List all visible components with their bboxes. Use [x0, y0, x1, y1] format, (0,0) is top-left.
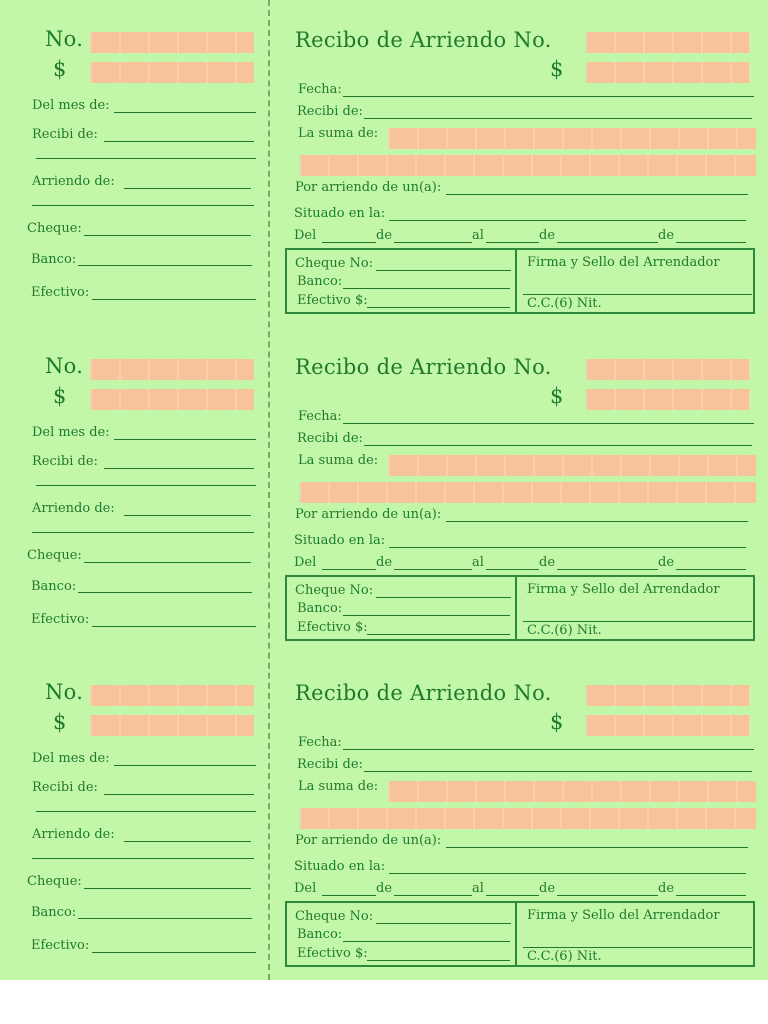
suma-field[interactable] [388, 128, 756, 149]
cheque-no-line[interactable] [376, 597, 511, 598]
year-line[interactable] [676, 895, 746, 896]
stub-dollar-label: $ [53, 57, 67, 81]
recibi-line[interactable] [364, 445, 752, 446]
de-label-2: de [539, 881, 556, 896]
year-line[interactable] [676, 242, 746, 243]
firma-line[interactable] [523, 947, 752, 948]
stub-del-mes-line[interactable] [114, 439, 256, 440]
stub-recibi-label: Recibi de: [32, 127, 98, 142]
al-day-line[interactable] [486, 242, 539, 243]
al-month-line[interactable] [557, 569, 658, 570]
receipt-no-field[interactable] [585, 32, 749, 53]
efectivo-label: Efectivo $: [297, 293, 368, 308]
situado-label: Situado en la: [294, 533, 386, 548]
recibi-label: Recibi de: [297, 757, 363, 772]
efectivo-label: Efectivo $: [297, 946, 368, 961]
stub-efectivo-line[interactable] [92, 626, 256, 627]
stub-no-label: No. [45, 680, 84, 704]
stub-efectivo-line[interactable] [92, 952, 256, 953]
situado-line[interactable] [389, 873, 746, 874]
cheque-no-line[interactable] [376, 923, 511, 924]
receipt [0, 0, 768, 326]
firma-label: Firma y Sello del Arrendador [527, 255, 720, 270]
del-month-line[interactable] [394, 569, 472, 570]
payment-box-divider [515, 248, 517, 314]
stub-arriendo-line[interactable] [124, 841, 251, 842]
stub-arriendo-line-2[interactable] [32, 205, 254, 206]
de-label-3: de [658, 228, 675, 243]
del-month-line[interactable] [394, 895, 472, 896]
suma-label: La suma de: [298, 779, 379, 794]
al-day-line[interactable] [486, 569, 539, 570]
year-line[interactable] [676, 569, 746, 570]
de-label-3: de [658, 881, 675, 896]
recibi-line[interactable] [364, 771, 752, 772]
receipt-title: Recibo de Arriendo No. [295, 355, 552, 379]
fecha-label: Fecha: [298, 82, 342, 97]
al-label: al [472, 228, 484, 243]
stub-recibi-line-2[interactable] [36, 485, 256, 486]
stub-amount-field[interactable] [90, 715, 254, 736]
al-label: al [472, 555, 484, 570]
efectivo-line[interactable] [367, 634, 510, 635]
al-day-line[interactable] [486, 895, 539, 896]
efectivo-line[interactable] [367, 307, 510, 308]
stub-efectivo-label: Efectivo: [31, 612, 90, 627]
del-label: Del [294, 228, 317, 243]
stub-banco-line[interactable] [78, 592, 252, 593]
por-arriendo-label: Por arriendo de un(a): [295, 180, 442, 195]
stub-dollar-label: $ [53, 384, 67, 408]
cheque-no-line[interactable] [376, 270, 511, 271]
suma-field[interactable] [388, 781, 756, 802]
stub-cheque-label: Cheque: [27, 221, 82, 236]
de-label-1: de [376, 555, 393, 570]
stub-arriendo-label: Arriendo de: [32, 174, 115, 189]
banco-label: Banco: [297, 601, 343, 616]
de-label-2: de [539, 555, 556, 570]
firma-line[interactable] [523, 294, 752, 295]
suma-label: La suma de: [298, 126, 379, 141]
banco-line[interactable] [343, 288, 510, 289]
recibi-line[interactable] [364, 118, 752, 119]
stub-banco-label: Banco: [31, 579, 77, 594]
de-label-2: de [539, 228, 556, 243]
stub-cheque-line[interactable] [84, 888, 251, 889]
stub-no-field[interactable] [90, 685, 254, 706]
receipt-amount-field[interactable] [585, 715, 749, 736]
situado-line[interactable] [389, 547, 746, 548]
receipt-dollar-label: $ [550, 710, 564, 734]
efectivo-line[interactable] [367, 960, 510, 961]
receipt-no-field[interactable] [585, 685, 749, 706]
stub-arriendo-label: Arriendo de: [32, 827, 115, 842]
de-label-3: de [658, 555, 675, 570]
stub-arriendo-line-2[interactable] [32, 858, 254, 859]
efectivo-label: Efectivo $: [297, 620, 368, 635]
suma-label: La suma de: [298, 453, 379, 468]
recibi-label: Recibi de: [297, 431, 363, 446]
stub-banco-label: Banco: [31, 252, 77, 267]
situado-label: Situado en la: [294, 859, 386, 874]
suma-letters-field[interactable] [299, 482, 756, 503]
receipt-amount-field[interactable] [585, 62, 749, 83]
fecha-label: Fecha: [298, 735, 342, 750]
firma-label: Firma y Sello del Arrendador [527, 582, 720, 597]
de-label-1: de [376, 228, 393, 243]
stub-recibi-label: Recibi de: [32, 780, 98, 795]
al-month-line[interactable] [557, 895, 658, 896]
stub-no-field[interactable] [90, 359, 254, 380]
cc-label: C.C.(6) Nit. [527, 296, 602, 311]
stub-del-mes-label: Del mes de: [32, 98, 110, 113]
cheque-no-label: Cheque No: [295, 583, 374, 598]
por-arriendo-line[interactable] [446, 194, 748, 195]
stub-arriendo-label: Arriendo de: [32, 501, 115, 516]
banco-label: Banco: [297, 927, 343, 942]
situado-label: Situado en la: [294, 206, 386, 221]
stub-dollar-label: $ [53, 710, 67, 734]
situado-line[interactable] [389, 220, 746, 221]
stub-cheque-label: Cheque: [27, 548, 82, 563]
payment-box-divider [515, 575, 517, 641]
cheque-no-label: Cheque No: [295, 909, 374, 924]
stub-efectivo-line[interactable] [92, 299, 256, 300]
stub-del-mes-line[interactable] [114, 112, 256, 113]
fecha-line[interactable] [343, 423, 754, 424]
stub-efectivo-label: Efectivo: [31, 938, 90, 953]
stub-banco-label: Banco: [31, 905, 77, 920]
stub-recibi-line[interactable] [104, 141, 254, 142]
stub-efectivo-label: Efectivo: [31, 285, 90, 300]
stub-arriendo-line-2[interactable] [32, 532, 254, 533]
stub-cheque-line[interactable] [84, 562, 251, 563]
receipt-no-field[interactable] [585, 359, 749, 380]
stub-no-label: No. [45, 354, 84, 378]
stub-arriendo-line[interactable] [124, 515, 251, 516]
stub-del-mes-label: Del mes de: [32, 425, 110, 440]
del-label: Del [294, 881, 317, 896]
suma-field[interactable] [388, 455, 756, 476]
stub-no-field[interactable] [90, 32, 254, 53]
stub-cheque-line[interactable] [84, 235, 251, 236]
por-arriendo-label: Por arriendo de un(a): [295, 833, 442, 848]
por-arriendo-label: Por arriendo de un(a): [295, 507, 442, 522]
receipt-title: Recibo de Arriendo No. [295, 681, 552, 705]
banco-line[interactable] [343, 941, 510, 942]
banco-line[interactable] [343, 615, 510, 616]
firma-label: Firma y Sello del Arrendador [527, 908, 720, 923]
receipt [0, 327, 768, 653]
receipt-amount-field[interactable] [585, 389, 749, 410]
por-arriendo-line[interactable] [446, 847, 748, 848]
stub-no-label: No. [45, 27, 84, 51]
stub-recibi-line[interactable] [104, 468, 254, 469]
suma-letters-field[interactable] [299, 155, 756, 176]
stub-amount-field[interactable] [90, 389, 254, 410]
al-label: al [472, 881, 484, 896]
del-label: Del [294, 555, 317, 570]
recibi-label: Recibi de: [297, 104, 363, 119]
del-day-line[interactable] [322, 895, 376, 896]
stub-del-mes-line[interactable] [114, 765, 256, 766]
por-arriendo-line[interactable] [446, 521, 748, 522]
fecha-line[interactable] [343, 96, 754, 97]
stub-banco-line[interactable] [78, 265, 252, 266]
receipt-dollar-label: $ [550, 57, 564, 81]
stub-recibi-label: Recibi de: [32, 454, 98, 469]
stub-amount-field[interactable] [90, 62, 254, 83]
cc-label: C.C.(6) Nit. [527, 623, 602, 638]
fecha-line[interactable] [343, 749, 754, 750]
firma-line[interactable] [523, 621, 752, 622]
receipt-dollar-label: $ [550, 384, 564, 408]
stub-del-mes-label: Del mes de: [32, 751, 110, 766]
del-month-line[interactable] [394, 242, 472, 243]
stub-banco-line[interactable] [78, 918, 252, 919]
receipt [0, 653, 768, 979]
stub-recibi-line[interactable] [104, 794, 254, 795]
suma-letters-field[interactable] [299, 808, 756, 829]
receipt-title: Recibo de Arriendo No. [295, 28, 552, 52]
del-day-line[interactable] [322, 569, 376, 570]
payment-box-divider [515, 901, 517, 967]
cheque-no-label: Cheque No: [295, 256, 374, 271]
del-day-line[interactable] [322, 242, 376, 243]
stub-recibi-line-2[interactable] [36, 811, 256, 812]
stub-cheque-label: Cheque: [27, 874, 82, 889]
stub-arriendo-line[interactable] [124, 188, 251, 189]
cc-label: C.C.(6) Nit. [527, 949, 602, 964]
fecha-label: Fecha: [298, 409, 342, 424]
stub-recibi-line-2[interactable] [36, 158, 256, 159]
al-month-line[interactable] [557, 242, 658, 243]
banco-label: Banco: [297, 274, 343, 289]
de-label-1: de [376, 881, 393, 896]
